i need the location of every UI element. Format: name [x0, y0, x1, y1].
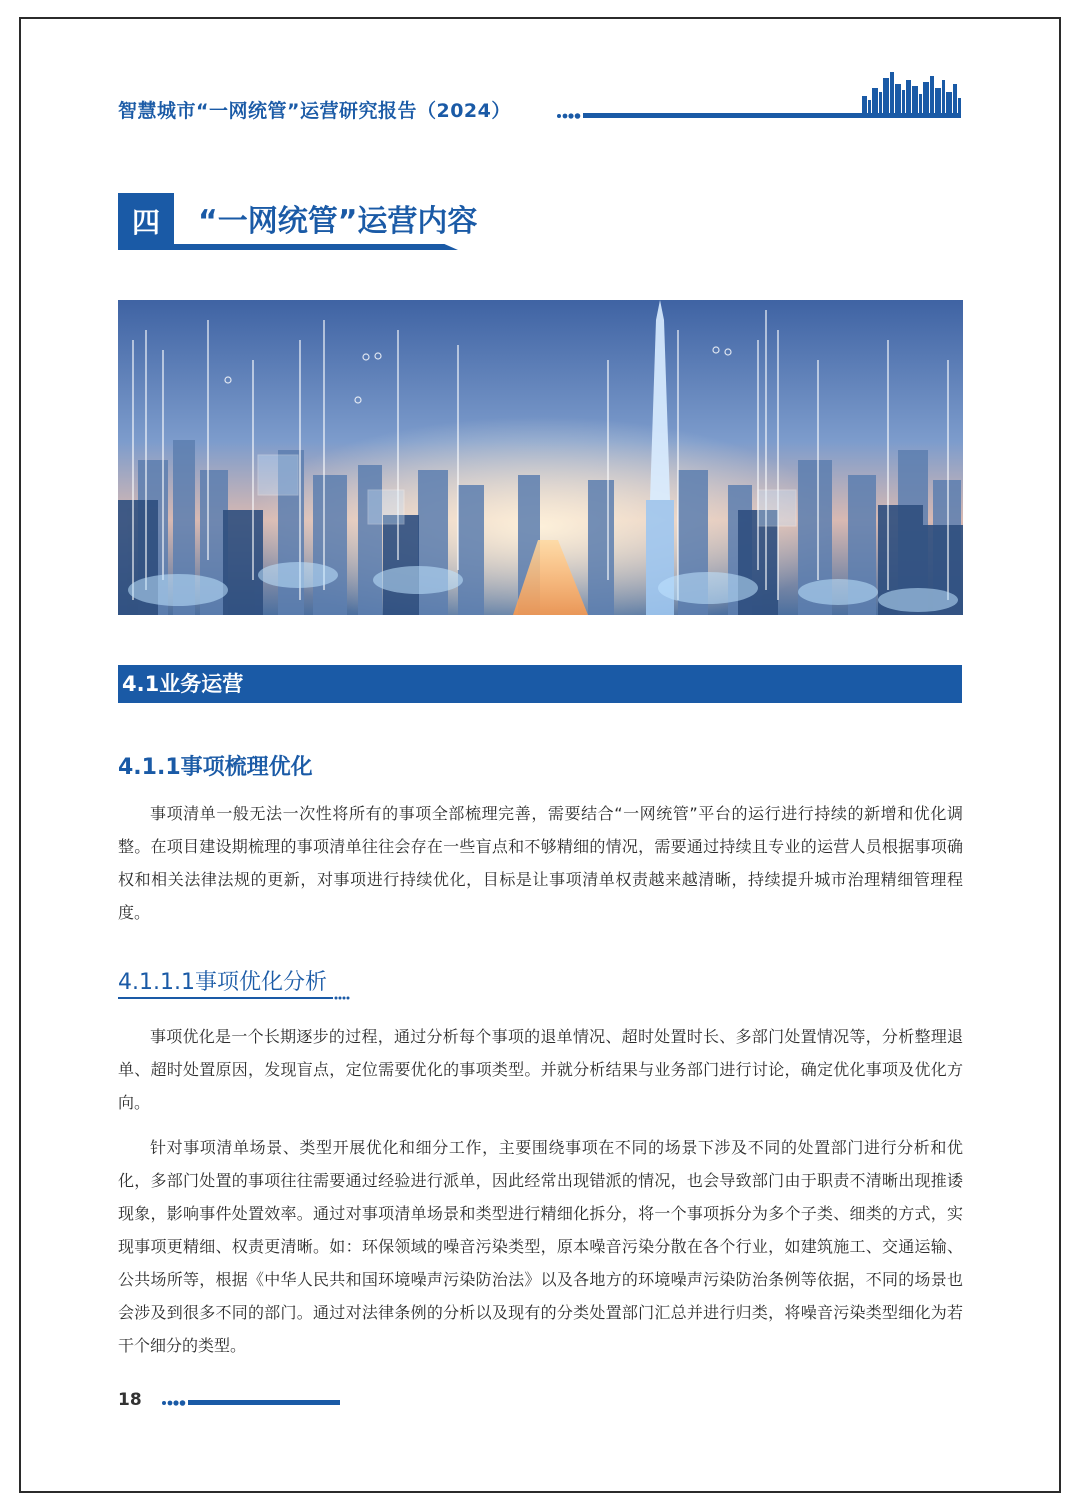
- subsection-title: 4.1.1事项梳理优化: [118, 755, 313, 780]
- subsubsection-title: 4.1.1.1事项优化分析: [118, 970, 327, 995]
- chapter-title: “一网统管”运营内容: [198, 204, 478, 239]
- section-title-bar: 4.1业务运营: [118, 665, 962, 703]
- body-paragraph: 事项优化是一个长期逐步的过程，通过分析每个事项的退单情况、超时处置时长、多部门处置情况等，分析整理退单、超时处置原因，发现盲点，定位需要优化的事项类型。并就分析结果与业务部门进行讨论，确定优化事项及优化方向。: [118, 1027, 963, 1112]
- subsubsection-dots-decoration: [334, 996, 350, 1000]
- report-header-title: 智慧城市“一网统管”运营研究报告（2024）: [118, 100, 511, 122]
- footer-rule: [188, 1400, 340, 1405]
- chapter-number: 四: [118, 193, 174, 249]
- footer-dots-decoration: [161, 1400, 187, 1406]
- subsubsection-underline: [118, 997, 333, 999]
- page-number: 18: [118, 1390, 142, 1410]
- body-paragraph: 事项清单一般无法一次性将所有的事项全部梳理完善，需要结合“一网统管”平台的运行进行持续的新增和优化调整。在项目建设期梳理的事项清单往往会存在一些盲点和不够精细的情况，需要通过持续且专业的运营人员根据事项确权和相关法律法规的更新，对事项进行持续优化，目标是让事项清单权责越来越清晰，持续提升城市治理精细管理程度。: [118, 804, 963, 922]
- header-dots-decoration: [556, 113, 582, 119]
- city-skyline-icon: [860, 70, 962, 116]
- body-paragraph: 针对事项清单场景、类型开展优化和细分工作，主要围绕事项在不同的场景下涉及不同的处置部门进行分析和优化，多部门处置的事项往往需要通过经验进行派单，因此经常出现错派的情况，也会导致部门由于职责不清晰出现推诿现象，影响事件处置效率。通过对事项清单场景和类型进行精细化拆分，将一个事项拆分为多个子类、细类的方式，实现事项更精细、权责更清晰。如：环保领域的噪音污染类型，原本噪音污染分散在各个行业，如建筑施工、交通运输、公共场所等，根据《中华人民共和国环境噪声污染防治法》以及各地方的环境噪声污染防治条例等依据，不同的场景也会涉及到很多不同的部门。通过对法律条例的分析以及现有的分类处置部门汇总并进行归类，将噪音污染类型细化为若干个细分的类型。: [118, 1138, 963, 1355]
- smart-city-illustration: [118, 300, 963, 615]
